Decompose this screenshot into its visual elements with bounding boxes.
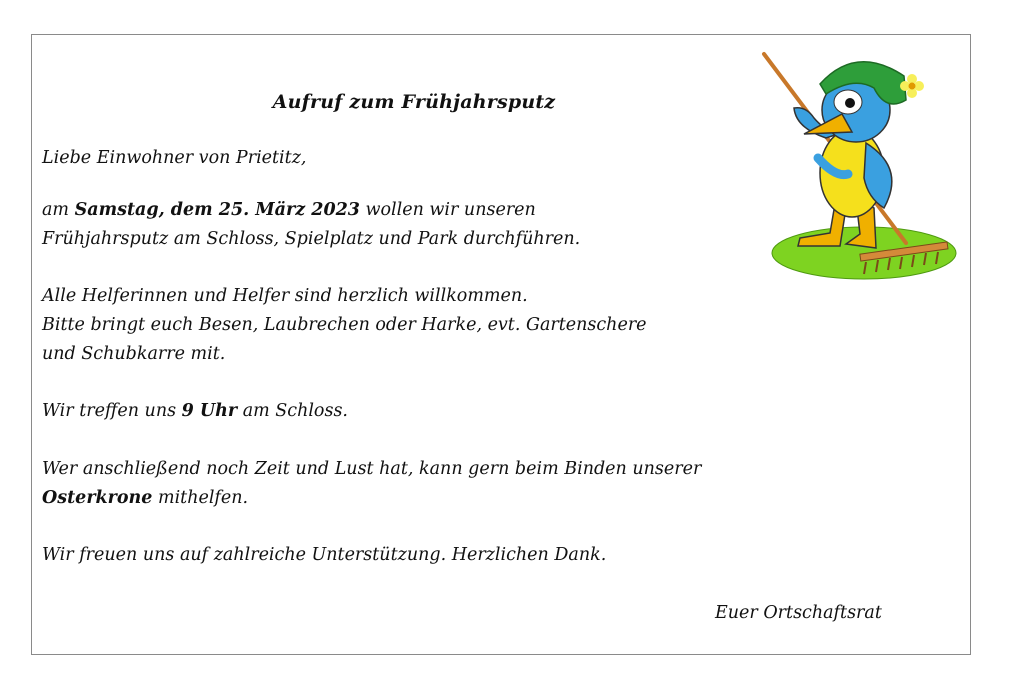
event-date: Samstag, dem 25. März 2023: [74, 200, 360, 220]
meeting-time: 9 Uhr: [181, 401, 238, 421]
notice-title: Aufruf zum Frühjahrsputz: [272, 91, 556, 113]
paragraph-line: Frühjahrsputz am Schloss, Spielplatz und Park durchführen.: [42, 229, 581, 249]
text-segment: mithelfen.: [152, 488, 249, 508]
paragraph-line: und Schubkarre mit.: [42, 344, 226, 364]
bird-with-rake-icon: [756, 48, 960, 286]
text-segment: wollen wir unseren: [359, 200, 536, 220]
text-segment: am Schloss.: [237, 401, 348, 421]
text-segment: Wir treffen uns: [42, 401, 182, 421]
osterkrone-line: [42, 486, 248, 510]
date-line: [42, 198, 536, 222]
paragraph-line: Wer anschließend noch Zeit und Lust hat, kann gern beim Binden unserer: [42, 459, 702, 479]
meeting-time-line: [42, 399, 348, 423]
greeting: Liebe Einwohner von Prietitz,: [42, 148, 307, 168]
text-segment: am: [42, 200, 75, 220]
signature: Euer Ortschaftsrat: [715, 603, 882, 623]
paragraph-line: Alle Helferinnen und Helfer sind herzlich willkommen.: [42, 286, 528, 306]
paragraph-line: Wir freuen uns auf zahlreiche Unterstützung. Herzlichen Dank.: [42, 545, 607, 565]
paragraph-line: Bitte bringt euch Besen, Laubrechen oder Harke, evt. Gartenschere: [42, 315, 647, 335]
osterkrone: Osterkrone: [42, 488, 153, 508]
